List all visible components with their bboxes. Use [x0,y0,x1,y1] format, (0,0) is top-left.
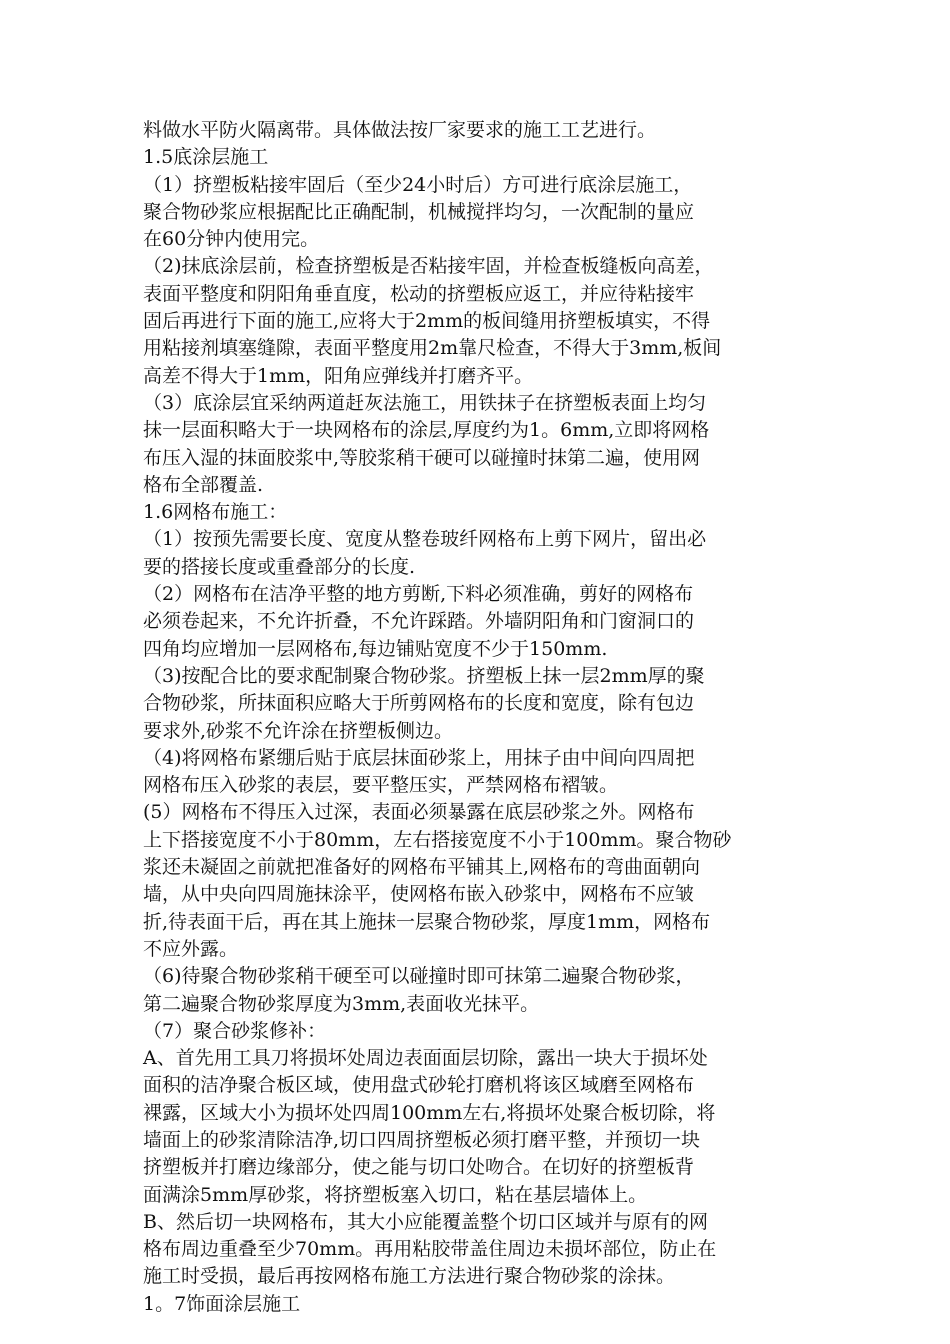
text-line: 第二遍聚合物砂浆厚度为3mm,表面收光抹平。 [143,992,540,1015]
text-line: （3)按配合比的要求配制聚合物砂浆。挤塑板上抹一层2mm厚的聚 [143,664,705,687]
text-line: （2)抹底涂层前，检查挤塑板是否粘接牢固，并检查板缝板向高差， [143,255,714,278]
text-line: 抹一层面积略大于一块网格布的涂层,厚度约为1。6mm,立即将网格 [143,419,710,442]
text-line: 面积的洁净聚合板区域，使用盘式砂轮打磨机将该区域磨至网格布 [143,1074,695,1097]
text-line: 网格布压入砂浆的表层，要平整压实，严禁网格布褶皱。 [143,774,619,797]
text-line: 表面平整度和阴阳角垂直度，松动的挤塑板应返工，并应待粘接牢 [143,282,695,305]
text-line: 施工时受损，最后再按网格布施工方法进行聚合物砂浆的涂抹。 [143,1265,676,1288]
text-line: 要求外,砂浆不允许涂在挤塑板侧边。 [143,719,454,742]
text-line: （7）聚合砂浆修补： [143,1019,327,1042]
text-line: 要的搭接长度或重叠部分的长度. [143,555,416,578]
text-line: 高差不得大于1mm，阳角应弹线并打磨齐平。 [143,364,534,387]
section-heading: 1.5底涂层施工 [143,146,269,169]
text-line: 上下搭接宽度不小于80mm，左右搭接宽度不小于100mm。聚合物砂 [143,828,732,851]
text-line: 格布全部覆盖. [143,473,264,496]
text-line: （1）按预先需要长度、宽度从整卷玻纤网格布上剪下网片，留出必 [143,528,707,551]
text-line: 固后再进行下面的施工,应将大于2mm的板间缝用挤塑板填实，不得 [143,310,711,333]
document-body [143,117,833,1318]
text-line: 用粘接剂填塞缝隙，表面平整度用2m靠尺检查，不得大于3mm,板间 [143,337,722,360]
text-line: 挤塑板并打磨边缘部分，使之能与切口处吻合。在切好的挤塑板背 [143,1156,695,1179]
text-line: 合物砂浆，所抹面积应略大于所剪网格布的长度和宽度，除有包边 [143,692,695,715]
text-line: (5）网格布不得压入过深，表面必须暴露在底层砂浆之外。网格布 [143,801,695,824]
text-line: 面满涂5mm厚砂浆，将挤塑板塞入切口，粘在基层墙体上。 [143,1183,648,1206]
text-line: 聚合物砂浆应根据配比正确配制，机械搅拌均匀，一次配制的量应 [143,200,695,223]
text-line: 布压入湿的抹面胶浆中,等胶浆稍干硬可以碰撞时抹第二遍，使用网 [143,446,701,469]
section-heading: 1。7饰面涂层施工 [143,1292,301,1315]
text-line: 格布周边重叠至少70mm。再用粘胶带盖住周边未损坏部位，防止在 [143,1238,717,1261]
text-line: 裸露，区域大小为损坏处四周100mm左右,将损坏处聚合板切除，将 [143,1101,716,1124]
text-line: 墙，从中央向四周施抹涂平，使网格布嵌入砂浆中，网格布不应皱 [143,883,695,906]
text-line: （2）网格布在洁净平整的地方剪断,下料必须准确，剪好的网格布 [143,583,694,606]
text-line: A、首先用工具刀将损坏处周边表面面层切除，露出一块大于损坏处 [143,1047,708,1070]
text-line: （4)将网格布紧绷后贴于底层抹面砂浆上，用抹子由中间向四周把 [143,746,695,769]
text-line: 在60分钟内使用完。 [143,228,320,251]
text-line: 浆还未凝固之前就把准备好的网格布平铺其上,网格布的弯曲面朝向 [143,856,701,879]
text-line: （6)待聚合物砂浆稍干硬至可以碰撞时即可抹第二遍聚合物砂浆， [143,965,695,988]
text-line: B、然后切一块网格布，其大小应能覆盖整个切口区域并与原有的网 [143,1210,708,1233]
section-heading: 1.6网格布施工： [143,501,288,524]
text-line: （3）底涂层宜采纳两道赶灰法施工，用铁抹子在挤塑板表面上均匀 [143,391,707,414]
text-line: 折,待表面干后，再在其上施抹一层聚合物砂浆，厚度1mm，网格布 [143,910,711,933]
text-line: 不应外露。 [143,937,239,960]
text-line: 四角均应增加一层网格布,每边铺贴宽度不少于150mm. [143,637,608,660]
text-line: 料做水平防火隔离带。具体做法按厂家要求的施工工艺进行。 [143,119,657,141]
text-line: （1）挤塑板粘接牢固后（至少24小时后）方可进行底涂层施工， [143,173,693,196]
text-line: 墙面上的砂浆清除洁净,切口四周挤塑板必须打磨平整，并预切一块 [143,1128,701,1151]
text-line: 必须卷起来，不允许折叠，不允许踩踏。外墙阴阳角和门窗洞口的 [143,610,695,633]
